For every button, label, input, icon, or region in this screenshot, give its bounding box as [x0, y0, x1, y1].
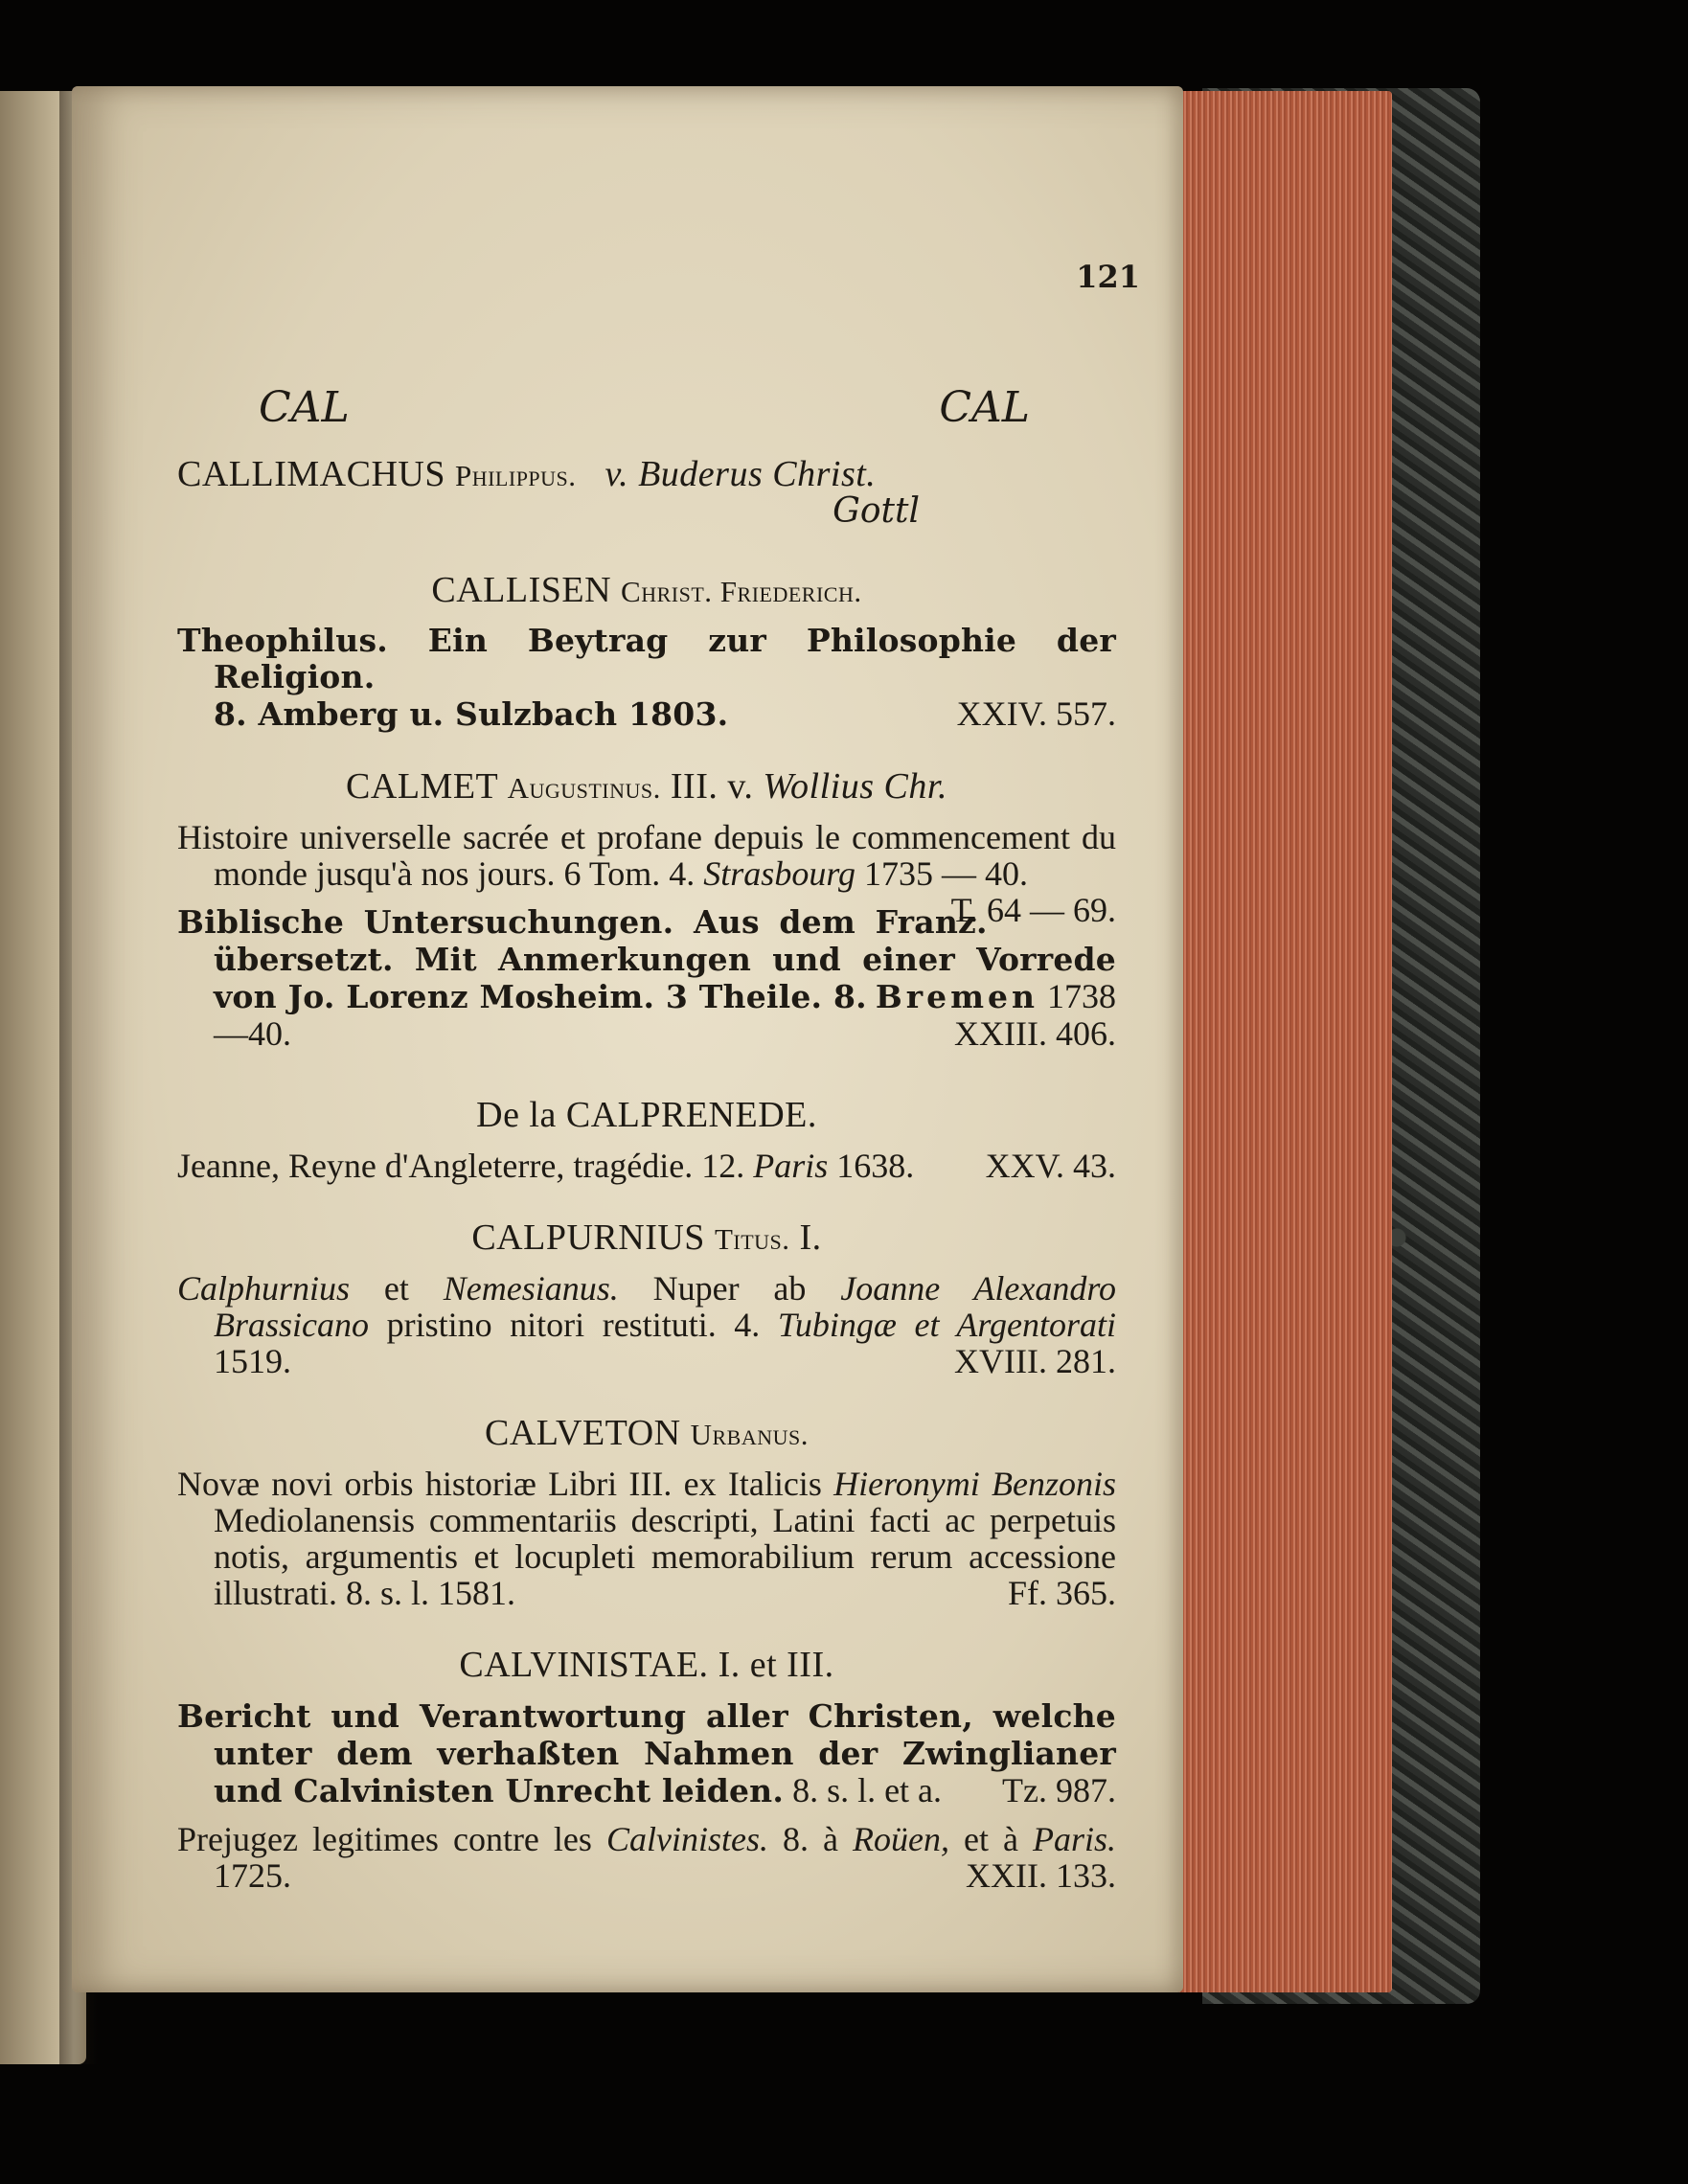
author-heading: CALPURNIUS Titus. I.	[471, 1217, 822, 1258]
catalog-reference: XVIII. 281.	[954, 1342, 1116, 1380]
author-heading: CALMET Augustinus. III. v. Wollius Chr.	[346, 766, 947, 807]
author-heading: CALLIMACHUS Philippus. v. Buderus Christ.	[177, 454, 877, 494]
book-entry: Biblische Untersuchungen. Aus dem Franz. übersetzt. Mit Anmerkungen und einer Vorrede von Jo. Lorenz Mosheim. 3 Theile. 8. Bremen 1738—40. XXIII. 406.	[177, 903, 1117, 1053]
catalog-reference: Ff. 365.	[1007, 1574, 1116, 1612]
author-ref-continued: Gottl	[833, 491, 920, 531]
author-heading: CALVINISTAE. I. et III.	[459, 1645, 834, 1685]
book-entry: Novæ novi orbis historiæ Libri III. ex Italicis Hieronymi Benzonis Mediolanensis commentariis descripti, Latini facti ac perpetuis notis, argumentis et locupleti memorabilium rerum accessione illustrati. 8. s. l. 1581. Ff. 365.	[177, 1465, 1117, 1612]
catalog-reference: XXII. 133.	[966, 1856, 1116, 1895]
catalog-reference: Tz. 987.	[1002, 1771, 1116, 1809]
book-entry: Bericht und Verantwortung aller Christen, welche unter dem verhaßten Nahmen der Zwinglianer und Calvinisten Unrecht leiden. 8. s. l. et a. Tz. 987.	[177, 1697, 1116, 1809]
author-heading: CALLISEN Christ. Friederich.	[431, 570, 862, 610]
page-content	[177, 239, 1116, 1894]
catalog-reference: XXIV. 557.	[956, 694, 1116, 733]
right-page	[72, 86, 1183, 1992]
author-heading: CALVETON Urbanus.	[485, 1413, 809, 1453]
catalog-reference: T. 64 — 69.	[950, 891, 1116, 929]
book-entry: Jeanne, Reyne d'Angleterre, tragédie. 12. Paris 1638. XXV. 43.	[177, 1147, 1116, 1185]
book-entry: Theophilus. Ein Beytrag zur Philosophie der Religion. 8. Amberg u. Sulzbach 1803. XXIV. 557.	[177, 622, 1116, 733]
running-head-left: CAL	[259, 383, 350, 432]
book-entry: Calphurnius et Nemesianus. Nuper ab Joanne Alexandro Brassicano pristino nitori restituti. 4. Tubingæ et Argentorati 1519. XVIII. 281.	[177, 1269, 1117, 1380]
book-entry: Histoire universelle sacrée et profane depuis le commencement du monde jusqu'à nos jours. 6 Tom. 4. Strasbourg 1735 — 40. T. 64 — 69.	[177, 818, 1116, 929]
catalog-reference: XXIII. 406.	[954, 1014, 1116, 1053]
red-page-edges	[1176, 91, 1392, 1992]
author-heading: De la CALPRENEDE.	[476, 1095, 817, 1135]
catalog-reference: XXV. 43.	[985, 1147, 1116, 1185]
running-head-right: CAL	[939, 383, 1030, 432]
page-number: 121	[1076, 259, 1140, 295]
book-entry: Prejugez legitimes contre les Calvinistes. 8. à Roüen, et à Paris. 1725. XXII. 133.	[177, 1820, 1117, 1895]
running-head	[177, 383, 1116, 432]
